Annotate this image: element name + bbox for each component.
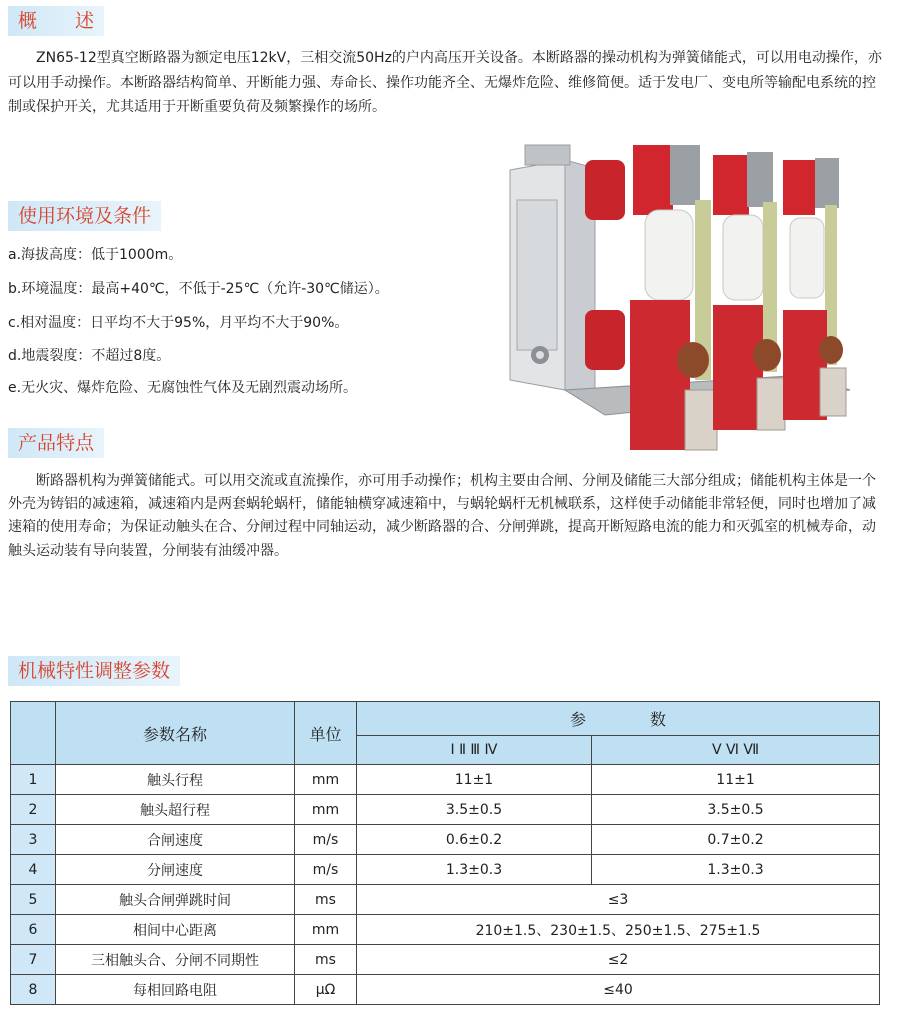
features-text: 断路器机构为弹簧储能式。可以用交流或直流操作，亦可用手动操作；机构主要由合闸、分闸及储能三大部分组成；储能机构主体是一个外壳为铸铝的减速箱，减速箱内是两套蜗轮蜗杆，储能轴横穿减速箱中，与蜗轮蜗杆无机械联系，这样使手动储能非常轻便，同时也增加了减速箱的使用寿命；为保证动触头在合、分闸过程中同轴运动，减少断路器的合、分闸弹跳，提高开断短路电流的能力和灭弧室的机械寿命，动触头运动装有导向装置，分闸装有油缓冲器。: [8, 473, 876, 559]
row-value-merged: ≤3: [357, 885, 880, 915]
row-value-b: 3.5±0.5: [592, 795, 880, 825]
row-index: 6: [11, 915, 56, 945]
row-name: 触头超行程: [56, 795, 295, 825]
table-row: [11, 915, 880, 945]
row-name: 每相回路电阻: [56, 975, 295, 1005]
header-col-a: Ⅰ Ⅱ Ⅲ Ⅳ: [357, 736, 592, 765]
row-value-a: 0.6±0.2: [357, 825, 592, 855]
condition-item: e.无火灾、爆炸危险、无腐蚀性气体及无剧烈震动场所。: [8, 380, 358, 396]
circuit-breaker-illustration: [505, 140, 857, 462]
table-row: [11, 795, 880, 825]
condition-item: c.相对温度：日平均不大于95%，月平均不大于90%。: [8, 315, 349, 331]
row-name: 相间中心距离: [56, 915, 295, 945]
table-row: [11, 765, 880, 795]
row-index: 1: [11, 765, 56, 795]
heading-features: 产品特点: [8, 428, 104, 458]
row-unit: mm: [295, 795, 357, 825]
row-value-a: 1.3±0.3: [357, 855, 592, 885]
header-params: 参 数: [357, 702, 880, 736]
header-unit: 单位: [295, 702, 357, 765]
row-value-a: 11±1: [357, 765, 592, 795]
parameter-table: [10, 701, 880, 1005]
row-value-b: 1.3±0.3: [592, 855, 880, 885]
row-name: 触头合闸弹跳时间: [56, 885, 295, 915]
header-col-b: Ⅴ Ⅵ Ⅶ: [592, 736, 880, 765]
condition-item: d.地震裂度：不超过8度。: [8, 348, 171, 364]
row-value-merged: ≤40: [357, 975, 880, 1005]
row-index: 4: [11, 855, 56, 885]
row-unit: ms: [295, 945, 357, 975]
row-unit: mm: [295, 765, 357, 795]
header-name: 参数名称: [56, 702, 295, 765]
table-row: [11, 825, 880, 855]
row-name: 三相触头合、分闸不同期性: [56, 945, 295, 975]
row-value-b: 11±1: [592, 765, 880, 795]
row-unit: m/s: [295, 855, 357, 885]
row-value-b: 0.7±0.2: [592, 825, 880, 855]
heading-params: 机械特性调整参数: [8, 656, 180, 686]
heading-environment: 使用环境及条件: [8, 201, 161, 231]
row-name: 分闸速度: [56, 855, 295, 885]
row-index: 8: [11, 975, 56, 1005]
table-header-row: [11, 702, 880, 736]
row-unit: m/s: [295, 825, 357, 855]
row-index: 7: [11, 945, 56, 975]
row-index: 2: [11, 795, 56, 825]
row-unit: μΩ: [295, 975, 357, 1005]
row-index: 3: [11, 825, 56, 855]
row-value-merged: ≤2: [357, 945, 880, 975]
row-index: 5: [11, 885, 56, 915]
table-row: [11, 885, 880, 915]
condition-item: a.海拔高度：低于1000m。: [8, 247, 183, 263]
row-name: 触头行程: [56, 765, 295, 795]
header-index: [11, 702, 56, 765]
table-row: [11, 975, 880, 1005]
row-unit: ms: [295, 885, 357, 915]
table-row: [11, 855, 880, 885]
heading-overview: 概 述: [8, 6, 104, 36]
row-name: 合闸速度: [56, 825, 295, 855]
overview-text: ZN65-12型真空断路器为额定电压12kV，三相交流50Hz的户内高压开关设备。本断路器的操动机构为弹簧储能式，可以用电动操作，亦可以用手动操作。本断路器结构简单、开断能力强、寿命长、操作功能齐全、无爆炸危险、维修简便。适于发电厂、变电所等输配电系统的控制或保护开关，尤其适用于开断重要负荷及频繁操作的场所。: [8, 50, 882, 115]
row-value-merged: 210±1.5、230±1.5、250±1.5、275±1.5: [357, 915, 880, 945]
row-value-a: 3.5±0.5: [357, 795, 592, 825]
row-unit: mm: [295, 915, 357, 945]
table-row: [11, 945, 880, 975]
condition-item: b.环境温度：最高+40℃，不低于-25℃（允许-30℃储运）。: [8, 281, 389, 297]
